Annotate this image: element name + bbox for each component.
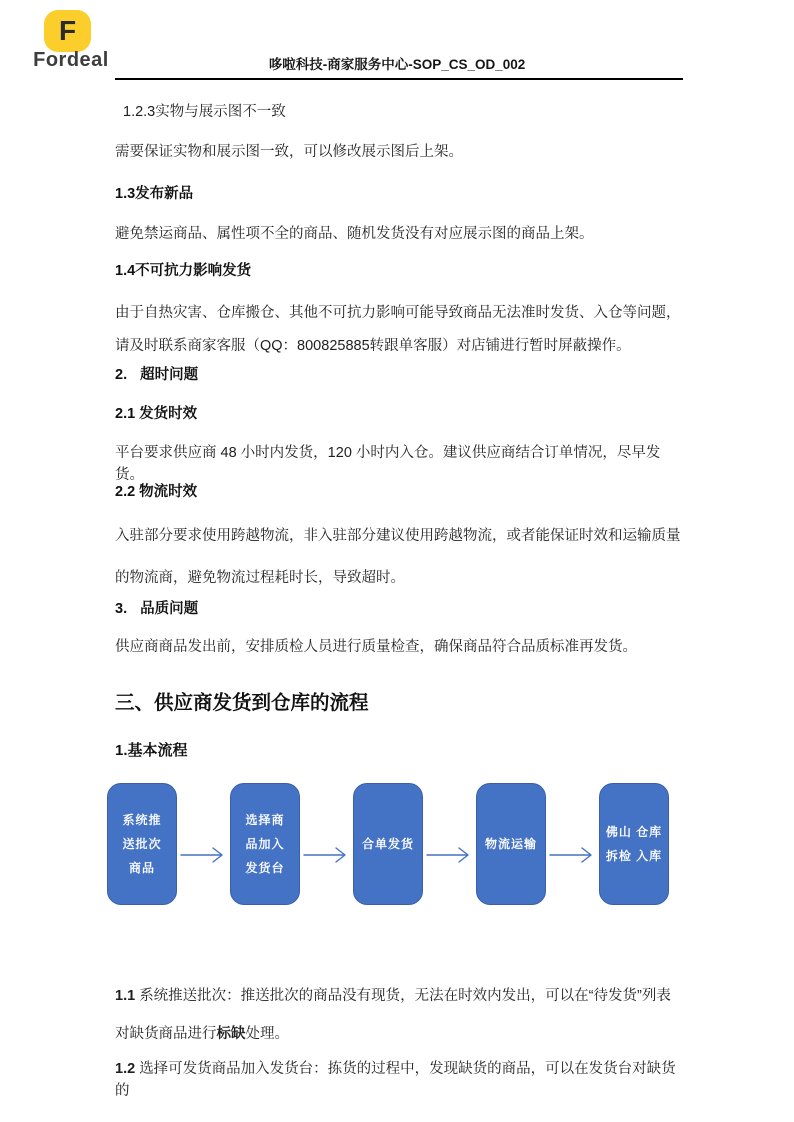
header-divider — [115, 78, 683, 80]
flow-step-line: 佛山 仓库 — [605, 825, 663, 839]
flow-step-line: 送批次 — [122, 837, 162, 851]
flow-step-line: 商品 — [128, 861, 155, 875]
flow-arrow-icon — [178, 783, 229, 907]
chapter-heading: 三、供应商发货到仓库的流程 — [115, 692, 369, 714]
heading-3-number: 3. — [115, 601, 128, 617]
flow-step-line: 发货台 — [245, 861, 285, 875]
flow-step-select-goods-to-shipping-desk — [230, 783, 300, 905]
flow-step-system-push-batch — [107, 783, 177, 905]
heading-2-1: 2.1 发货时效 — [115, 406, 198, 422]
heading-2-2: 2.2 物流时效 — [115, 484, 198, 500]
paragraph-1-1: 1.1 系统推送批次：推送批次的商品没有现货，无法在时效内发出，可以在“待发货”列表对缺货商品进行标缺处理。 — [115, 988, 671, 1042]
paragraph-1-1-number: 1.1 — [115, 988, 140, 1004]
flow-step-line: 拆检 入库 — [605, 849, 663, 863]
heading-3-title: 品质问题 — [140, 601, 199, 617]
flow-arrow-icon — [547, 783, 598, 907]
paragraph-2-1: 平台要求供应商 48 小时内发货，120 小时内入仓。建议供应商结合订单情况，尽早发货。 — [115, 445, 661, 483]
flow-step-foshan-warehouse-inspect-inbound — [599, 783, 669, 905]
flow-step-line: 合单发货 — [361, 837, 414, 851]
flow-step-logistics-transport — [476, 783, 546, 905]
brand-name: Fordeal — [33, 49, 109, 71]
flow-step-line: 品加入 — [245, 837, 285, 851]
heading-3 — [115, 598, 683, 620]
paragraph-1-2: 1.2 选择可发货商品加入发货台：拣货的过程中，发现缺货的商品，可以在发货台对缺货的 — [115, 1061, 676, 1099]
heading-1-4: 1.4不可抗力影响发货 — [115, 263, 252, 279]
page-header-title: 哆啦科技-商家服务中心-SOP_CS_OD_002 — [268, 57, 526, 72]
flow-step-line: 物流运输 — [484, 837, 537, 851]
fordeal-logo-icon — [44, 10, 91, 52]
heading-1-2-3: 1.2.3实物与展示图不一致 — [123, 104, 286, 120]
flow-arrow-icon — [424, 783, 475, 907]
flow-step-combine-order-ship — [353, 783, 423, 905]
basic-process-heading: 1.基本流程 — [115, 742, 188, 759]
heading-2-title: 超时问题 — [140, 367, 199, 383]
paragraph-1-4: 由于自热灾害、仓库搬仓、其他不可抗力影响可能导致商品无法准时发货、入仓等问题，请及时联系商家客服（QQ：800825885转跟单客服）对店铺进行暂时屏蔽操作。 — [115, 305, 681, 354]
paragraph-1-2-3: 需要保证实物和展示图一致，可以修改展示图后上架。 — [115, 144, 463, 160]
paragraph-1-3: 避免禁运商品、属性项不全的商品、随机发货没有对应展示图的商品上架。 — [115, 226, 594, 242]
logo-letter: F — [58, 15, 77, 46]
paragraph-2-2: 入驻部分要求使用跨越物流，非入驻部分建议使用跨越物流，或者能保证时效和运输质量的物流商，避免物流过程耗时长，导致超时。 — [115, 528, 681, 586]
heading-2 — [115, 364, 683, 386]
bold-term-biaoque: 标缺 — [216, 1026, 246, 1042]
heading-1-3: 1.3发布新品 — [115, 186, 194, 202]
flowchart — [107, 783, 669, 907]
flow-step-line: 选择商 — [245, 813, 285, 827]
paragraph-3: 供应商商品发出前，安排质检人员进行质量检查，确保商品符合品质标准再发货。 — [115, 639, 637, 655]
flow-arrow-icon — [301, 783, 352, 907]
heading-2-number: 2. — [115, 367, 128, 383]
flow-step-line: 系统推 — [122, 813, 162, 827]
paragraph-1-2-number: 1.2 — [115, 1061, 140, 1077]
